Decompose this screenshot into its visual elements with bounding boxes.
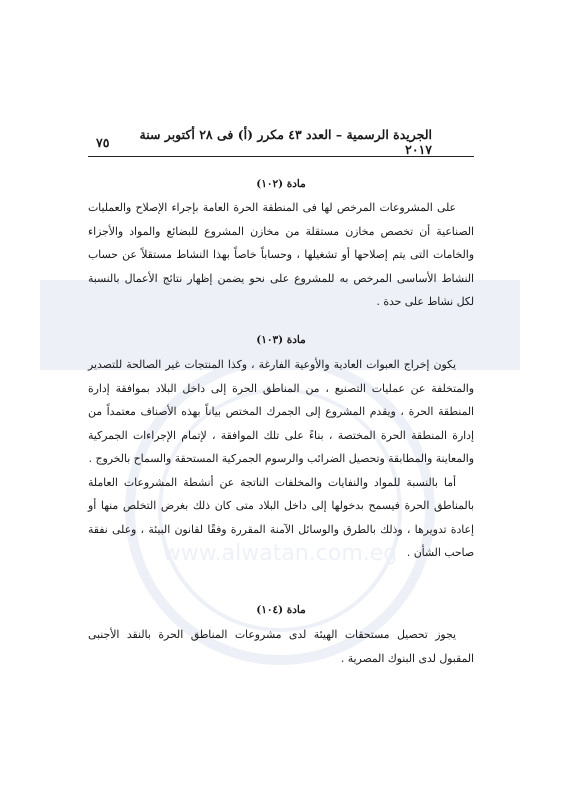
article-title-103: مادة (١٠٣) bbox=[256, 334, 306, 346]
article-body-104 bbox=[88, 623, 474, 670]
page-number: ٧٥ bbox=[96, 134, 110, 150]
article-body-102 bbox=[88, 196, 474, 314]
paragraph: على المشروعات المرخص لها فى المنطقة الحرة العامة بإجراء الإصلاح والعمليات الصناعية أن تخصص مخازن مستقلة من مخازن المشروع للبضائع والمواد والأجزاء والخامات التى يتم إصلاحها أو تشغيلها ، وحساباً خاصاً بهذا النشاط مستقلاً عن حساب النشاط الأساسى المرخص به للمشروع على نحو يضمن إظهار نتائج الأعمال بالنسبة لكل نشاط على حدة . bbox=[88, 201, 474, 308]
article-title-102: مادة (١٠٢) bbox=[256, 178, 306, 190]
paragraph: يجوز تحصيل مستحقات الهيئة لدى مشروعات المناطق الحرة بالنقد الأجنبى المقبول لدى البنوك المصرية . bbox=[88, 628, 474, 665]
article-body-103 bbox=[88, 353, 474, 565]
header-title: الجريدة الرسمية – العدد ٤٣ مكرر (أ) فى ٢٨ أكتوبر سنة ٢٠١٧ bbox=[139, 127, 432, 157]
watermark-url: www.alwatan.com.eg bbox=[162, 541, 398, 566]
article-title-104: مادة (١٠٤) bbox=[256, 604, 306, 616]
paragraph: يكون إخراج العبوات العادية والأوعية الفارغة ، وكذا المنتجات غير الصالحة للتصدير والمتخلفة عن عمليات التصنيع ، من المناطق الحرة إلى داخل البلاد بموافقة إدارة المنطقة الحرة ، ويقدم المشروع إلى الجمرك المختص بياناً بهذه الأصناف معتمداً من إدارة المنطقة الحرة المختصة ، بناءً على تلك الموافقة ، لإتمام الإجراءات الجمركية والمعاينة والمطابقة وتحصيل الضرائب والرسوم الجمركية المستحقة والسماح بالخروج . bbox=[88, 358, 474, 465]
page-header bbox=[96, 127, 432, 157]
header-divider bbox=[88, 156, 474, 157]
paragraph: أما بالنسبة للمواد والنفايات والمخلفات الناتجة عن أنشطة المشروعات العاملة بالمناطق الحرة فيسمح بدخولها إلى داخل البلاد متى كان ذلك بغرض التخلص منها أو إعادة تدويرها ، وذلك بالطرق والوسائل الآمنة المقررة وفقًا لقانون البيئة ، وعلى نفقة صاحب الشأن . bbox=[88, 475, 474, 559]
